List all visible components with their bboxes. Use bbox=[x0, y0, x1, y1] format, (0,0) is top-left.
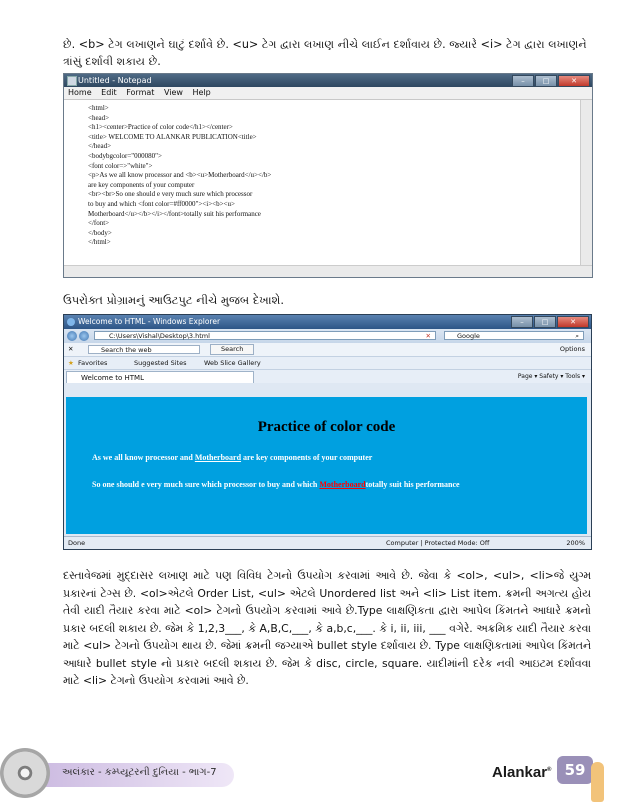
motherboard-red-text: Motherboard bbox=[319, 480, 366, 489]
minimize-icon[interactable]: – bbox=[511, 316, 533, 328]
notepad-window bbox=[63, 73, 593, 278]
suggested-sites-link[interactable]: Suggested Sites bbox=[134, 359, 187, 367]
close-toolbar-icon[interactable]: ✕ bbox=[68, 345, 74, 353]
favorites-bar bbox=[64, 357, 591, 370]
notepad-title-bar bbox=[64, 74, 592, 87]
notepad-title: Untitled - Notepad bbox=[78, 76, 152, 85]
status-bar bbox=[64, 536, 591, 549]
search-icon[interactable]: ⌕ bbox=[575, 332, 579, 340]
browser-window bbox=[63, 314, 592, 550]
address-text: C:\Users\Vishal\Desktop\3.html bbox=[109, 332, 210, 340]
content-title: Practice of color code bbox=[257, 419, 396, 435]
menu-edit[interactable]: Edit bbox=[101, 88, 117, 97]
vertical-scrollbar[interactable] bbox=[580, 100, 592, 265]
publisher-logo bbox=[492, 764, 551, 781]
maximize-icon[interactable]: □ bbox=[535, 75, 557, 87]
line2-start: So one should e very much sure which processor to buy and which bbox=[92, 480, 320, 489]
address-bar[interactable] bbox=[94, 331, 436, 340]
stop-icon[interactable]: ✕ bbox=[425, 332, 431, 340]
status-text: Done bbox=[68, 539, 86, 547]
page-content bbox=[66, 397, 587, 534]
intro-paragraph: છે. <b> ટેગ લખાણને ઘાટું દર્શાવે છે. <u> ટેગ દ્વારા લખાણ નીચે લાઈન દર્શાવાય છે. જ્યારે <i> ટેગ દ્વારા લખાણને ત્રાંસું દર્શાવી શકાય છે. bbox=[63, 38, 587, 68]
star-icon: ★ bbox=[68, 359, 74, 367]
horizontal-scrollbar[interactable] bbox=[64, 265, 592, 277]
tab-row bbox=[64, 370, 591, 383]
registered-mark: ® bbox=[547, 767, 552, 773]
command-bar[interactable]: Page ▾ Safety ▾ Tools ▾ bbox=[517, 373, 585, 380]
search-engine-label: Google bbox=[457, 332, 480, 340]
line2-end: totally suit his performance bbox=[365, 480, 460, 489]
security-zone: Computer | Protected Mode: Off bbox=[386, 539, 490, 547]
publisher-name: Alankar bbox=[492, 764, 548, 781]
content-line-1 bbox=[92, 453, 372, 462]
close-icon[interactable]: ✕ bbox=[558, 75, 590, 87]
address-row bbox=[64, 329, 591, 343]
notepad-menu-bar bbox=[64, 87, 592, 100]
motherboard-text: Motherboard bbox=[194, 453, 242, 462]
options-button[interactable]: Options bbox=[559, 345, 585, 353]
menu-help[interactable]: Help bbox=[192, 88, 211, 97]
search-button[interactable]: Search bbox=[210, 344, 254, 355]
page-number: 59 bbox=[557, 756, 593, 784]
maximize-icon[interactable]: □ bbox=[534, 316, 556, 328]
content-line-2 bbox=[92, 480, 460, 489]
menu-view[interactable]: View bbox=[163, 88, 183, 97]
notepad-app-icon bbox=[67, 76, 77, 86]
hand-icon bbox=[591, 762, 604, 802]
web-slice-gallery-link[interactable]: Web Slice Gallery bbox=[204, 359, 261, 367]
ie-logo-icon bbox=[67, 318, 75, 326]
search-toolbar bbox=[64, 343, 591, 357]
browser-title-bar bbox=[64, 315, 591, 329]
notepad-editor[interactable] bbox=[64, 100, 580, 265]
tab-label: Welcome to HTML bbox=[81, 374, 144, 382]
close-icon[interactable]: ✕ bbox=[557, 316, 589, 328]
tab-welcome[interactable] bbox=[66, 371, 254, 383]
body-paragraph: દસ્તાવેજમાં મુદ્દાસર લખાણ માટે પણ વિવિધ ટેગનો ઉપયોગ કરવામાં આવે છે. જેવા કે <ol>, <ul>, <li>જે યુગ્મ પ્રકારનાં ટેગ્સ છે. <ol>એટલે Order List, <ul> એટલે Unordered list અને <li> List item. ક્રમની અગત્ય હોય તેવી યાદી તૈયાર કરવા માટે <ol> ટેગનો ઉપયોગ કરવામાં આવે છે.Type લાક્ષણિકતા દ્વારા આપેલ કિંમતને આધારે ક્રમનો પ્રકાર બદલી શકાય છે. જેમ કે 1,2,3___, કે A,B,C,___, કે a,b,c,___. કે i, ii, iii, ___ વગેરે. અક્રમિક યાદી તૈયાર કરવા માટે <ul> ટેગનો ઉપયોગ થાય છે. જેમાં ક્રમની જગ્યાએ bullet style દર્શાવાય છે. Type લાક્ષણિકતામાં આપેલ કિંમતને આધારે bullet style નો પ્રકાર બદલી શકાય છે. જેમ કે disc, circle, square. યાદીમાંની દરેક નવી આઇટમ દર્શાવવા માટે <li> ટેગનો ઉપયોગ કરવામાં આવે છે. bbox=[63, 569, 591, 687]
back-icon[interactable] bbox=[67, 331, 77, 341]
output-heading: ઉપરોક્ત પ્રોગ્રામનું આઉટપુટ નીચે મુજબ દેખાશે. bbox=[63, 293, 285, 307]
web-search-placeholder: Search the web bbox=[101, 346, 152, 354]
web-search-input[interactable] bbox=[88, 345, 200, 354]
line1-start: As we all know processor and bbox=[92, 453, 195, 462]
menu-home[interactable]: Home bbox=[68, 88, 92, 97]
menu-format[interactable]: Format bbox=[126, 88, 155, 97]
minimize-icon[interactable]: – bbox=[512, 75, 534, 87]
cd-icon bbox=[0, 748, 50, 798]
line1-end: are key components of your computer bbox=[241, 453, 373, 462]
favorites-button[interactable]: Favorites bbox=[78, 359, 108, 367]
html-source-code: <html> <head> <h1><center>Practice of color code</h1></center> <title> WELCOME TO ALANKAR PUBLICATION<title> </head> <bodybgcolor="000080"> <font color=>"white"> <p>As we all know processor and <b><u>Motherboard</u></b> are key components of your computer <br><br>So one should e very much sure which processor to buy and which <font color=#ff0000"><i><b><u> Motherboard</u></b></i></font>totally suit his performance </font> </body> </html> bbox=[88, 104, 272, 247]
zoom-level[interactable]: 200% bbox=[566, 539, 585, 547]
forward-icon[interactable] bbox=[79, 331, 89, 341]
browser-title: Welcome to HTML - Windows Explorer bbox=[78, 317, 221, 326]
footer-book-title: અલંકાર - કમ્પ્યૂટરની દુનિયા - ભાગ-7 bbox=[62, 767, 217, 778]
google-search-box[interactable] bbox=[444, 331, 584, 340]
